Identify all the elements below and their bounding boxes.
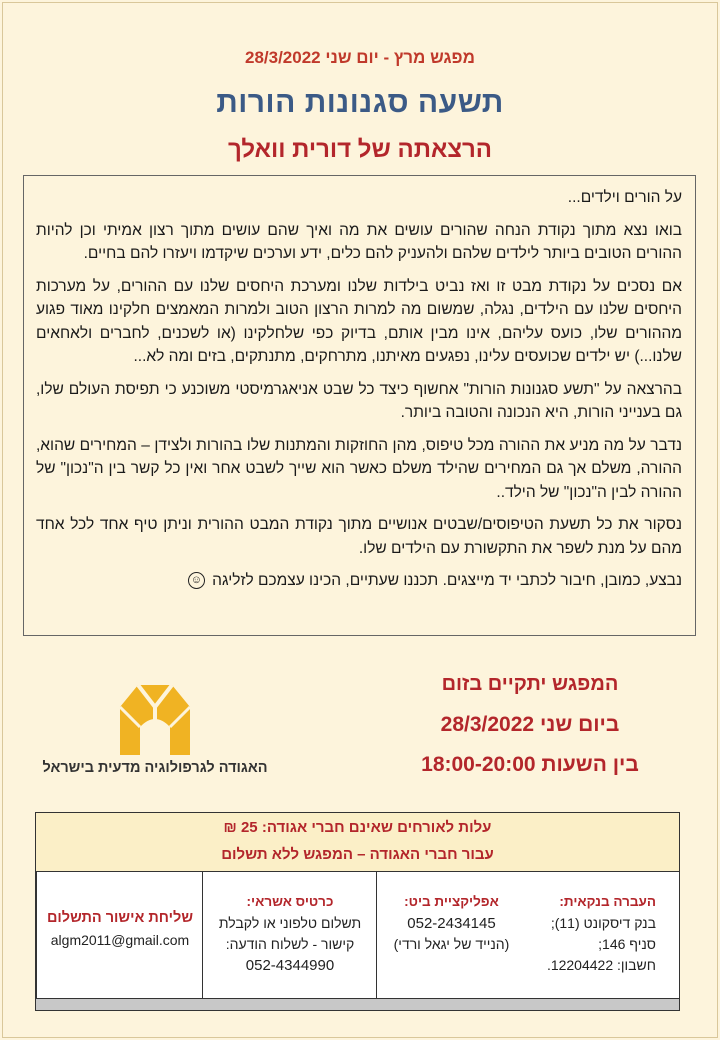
payment-bit-app <box>376 872 526 998</box>
member-price: עבור חברי האגודה – המפגש ללא תשלום <box>221 846 494 863</box>
bank-name: בנק דיסקונט (11); <box>550 915 656 931</box>
org-logo-icon <box>110 677 200 757</box>
meeting-time: בין השעות 18:00-20:00 <box>421 753 639 776</box>
paragraph-closing <box>36 569 682 593</box>
paragraph: על הורים וילדים... <box>567 189 682 206</box>
meeting-date: ביום שני 28/3/2022 <box>440 713 620 736</box>
bit-heading: אפליקציית ביט: <box>404 894 499 909</box>
bank-heading: העברה בנקאית: <box>559 894 656 909</box>
confirm-email[interactable]: algm2011@gmail.com <box>50 932 190 948</box>
page-title: תשעה סגנונות הורות <box>216 86 504 119</box>
event-date-line: מפגש מרץ - יום שני 28/3/2022 <box>245 48 475 67</box>
bit-owner: (הנייד של יגאל ורדי) <box>393 936 510 952</box>
payment-confirmation <box>36 872 203 998</box>
bank-branch: סניף 146; <box>598 936 656 952</box>
paragraph: בואו נצא מתוך נקודת הנחה שהורים עושים את מה ואיך שהם עושים מתוך רצון אמיתי וכן להיות ההורים הטובים ביותר לילדים שלהם ולהעניק להם כלים, ידע וערכים שיקדמו ויעזרו להם בחיים. <box>36 221 682 262</box>
paragraph: נדבר על מה מניע את ההורה מכל טיפוס, מהן החוזקות והמתנות שלו בהורות ולצידן – המחירים שהוא, ההורה, משלם אך גם המחירים שהילד משלם כאשר הוא שייך לשבט אחר ואין כל קשר בין ה"נכון" של ההורה לבין ה"נכון" של הילד.. <box>36 436 682 501</box>
card-heading: כרטיס אשראי: <box>246 894 334 909</box>
org-name: האגודה לגרפולוגיה מדעית בישראל <box>42 760 268 776</box>
paragraph: בהרצאה על "תשע סגנונות הורות" אחשוף כיצד כל שבט אניאגרמיסטי משוכנע כי תפיסת העולם שלו, גם בענייני הורות, היא הנכונה והטובה ביותר. <box>36 380 682 421</box>
lecture-description <box>23 175 696 636</box>
payment-credit-card <box>202 872 377 998</box>
paragraph-text: נבצע, כמובן, חיבור לכתבי יד מייצגים. תכננו שעתיים, הכינו עצמכם לזליגה <box>212 572 682 589</box>
smiley-icon: ☺ <box>188 572 205 589</box>
paragraph: נסקור את כל תשעת הטיפוסים/שבטים אנושיים מתוך נקודת המבט ההורית וניתן טיף אחד לכל אחד מהם על מנת לשפר את התקשורת עם הילדים שלו. <box>36 516 682 557</box>
meeting-platform: המפגש יתקיים בזום <box>441 673 619 695</box>
payment-bank-transfer <box>525 872 678 998</box>
card-line2: קישור - לשלוח הודעה: <box>225 936 355 952</box>
card-phone: 052-4344990 <box>245 957 335 974</box>
payment-options <box>35 871 680 1000</box>
bank-account: חשבון: 12204422. <box>546 957 656 973</box>
price-box <box>35 812 680 872</box>
paragraph: אם נסכים על נקודת מבט זו ואז נביט בילדות שלנו ומערכת היחסים שלנו עם ההורים, על מערכות היחסים שלנו עם הילדים, נגלה, שמשום מה למרות הרצון הטוב ולמרות המאמצים חלקינו מאוד פגוע מההורים שלו, כועס עליהם, אינו מבין אותם, בדיוק כפי שלחלקינו (או לשכנים, לחברים ולאחאים שלנו...) יש ילדים שכועסים עלינו, נפגעים מאיתנו, מתרחקים, מתנתקים, בזים ומה לא... <box>36 277 682 365</box>
guest-price: עלות לאורחים שאינם חברי אגודה: 25 ₪ <box>223 819 492 836</box>
lecture-subtitle: הרצאתה של דורית וואלך <box>228 136 492 163</box>
confirm-heading: שליחת אישור התשלום <box>46 910 194 926</box>
bit-phone: 052-2434145 <box>407 915 496 932</box>
card-line1: תשלום טלפוני או לקבלת <box>218 915 362 931</box>
footer-bar <box>35 998 680 1011</box>
